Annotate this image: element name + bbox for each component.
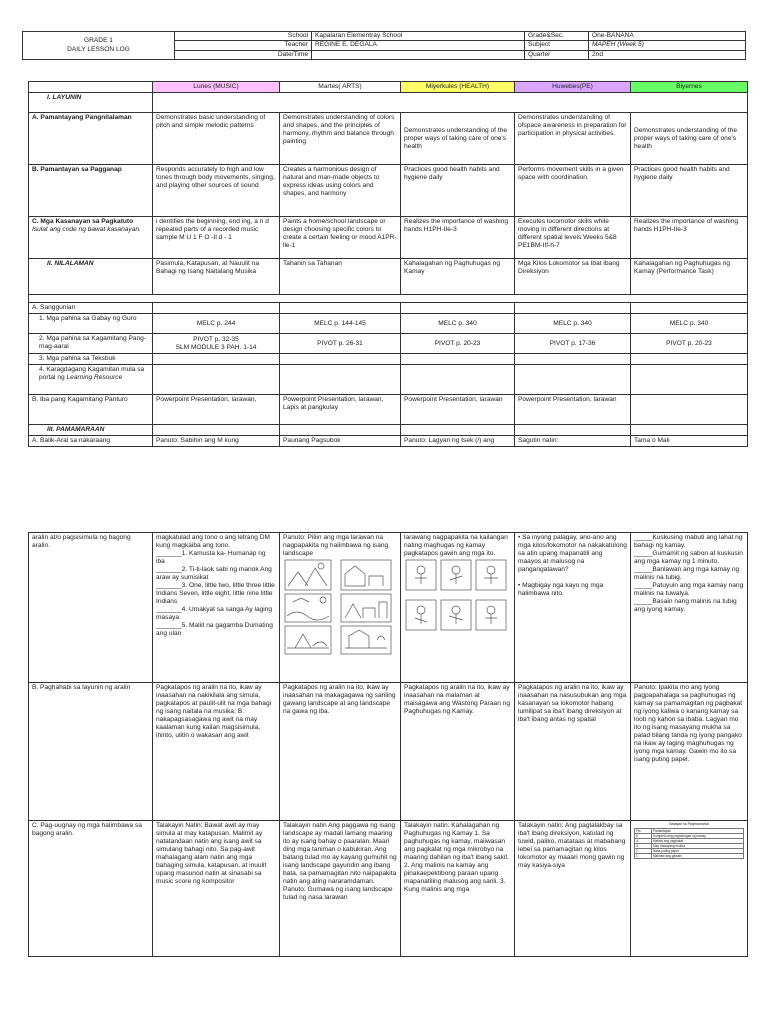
row-label-pamantayang-pangnilalaman: A. Pamantayang Pangnilalaman [29, 113, 153, 165]
c-cell-tue: Paints a home/school landscape or design choosing specific colors to create a certain feeling or mood A1PR-lle-1 [280, 217, 401, 259]
day-header-row [29, 82, 748, 93]
ba-cell-wed: Panuto: Lagyan ng tsek (/) ang [401, 436, 515, 447]
r2-mon-slm: SLM MODULE 3 PAH. 1-14 [175, 343, 257, 351]
p2b-cell-tue: Pagkatapos ng aralin na ito, ikaw ay inaasahan na makagagawa ng sariling gawang landscape at ang landscape na gawa ng iba. [280, 683, 401, 821]
activity-picture-1 [406, 560, 436, 590]
b-cell-fri: Practices good health habits and hygiene daily [631, 165, 748, 217]
school-label: School [175, 32, 312, 41]
gradesec-label: Grade&Sec. [525, 32, 589, 41]
row-label-iba-pang-kagamitan: B. Iba pang Kagamitang Panturo [29, 395, 153, 425]
c-cell-thu: Executes locomotor skills while moving in different directions at different spatial levels Weeks 5&8 PE1BM-IIf-h-7 [515, 217, 631, 259]
c-cell-wed: Realizes the importance of washing hands H1PH-IIe-3 [401, 217, 515, 259]
kasanayan-label: C. Mga Kasanayan sa Pagkatuto [32, 218, 134, 225]
p2b-cell-wed: Pagkatapos ng aralin na ito, ikaw ay inaasahan na malaman at maisagawa ang Wastong Paraan ng Paghuhugas ng Kamay. [401, 683, 515, 821]
fri-item-3: _____Banlawan ang mga kamay ng malinis na tubig. [634, 566, 740, 581]
row-label-pamantayan-sa-pagganap: B. Pamantayan sa Pagganap [29, 165, 153, 217]
p2b-cell-fri: Panuto: Ipakita mo ang iyong pagpapahalaga sa paghuhugas ng kamay sa pamamagitan ng pagbakat ng iyong kaliwa o kanang kamay sa loob ng kahon sa ibaba. Lagyan mo ito ng isang masayang mukha sa palad bilang tanda ng iyong pangako na ikaw ay laging maghuhugas ng iyong mga kamay. Gawin mo ito sa isang puting papel. [631, 683, 748, 821]
p2c-cell-tue: Talakayin natin Ang paggawa ng isang landscape ay madali lamang maaring ito ay isang bahay o paaralan. Maari ding mga taniman o kabukiran. Ang batang tulad mo ay kayang gumuhit ng isang landscape gayundin ang ibang bata, sa pamamagitan nito naipapakita natin ang ating nararamdaman. Panuto: Gumawa ng isang landscape tulad ng nasa larawan [280, 821, 401, 957]
row-label-balik-aral: A. Balik-Aral sa nakaraang [29, 436, 153, 447]
p2a-cell-mon [153, 533, 280, 683]
tue-instruction: Panuto: Piliin ang mga larawan na nagpapakita ng halimbawa ng isang landscape [283, 534, 389, 557]
teacher-label: Teacher [175, 41, 312, 50]
row-label-karagdagang-kagamitan [29, 365, 153, 395]
rubric-row-3: May masayang mukha [652, 844, 744, 849]
row-label-teksbuk: 3. Mga pahina sa Teksbuk [29, 354, 153, 365]
ib-cell-fri [631, 395, 748, 425]
activity-picture-4 [406, 600, 436, 630]
p2a-cell-tue [280, 533, 401, 683]
rubric-table [634, 828, 744, 859]
section-pamamaraan: III. PAMAMARAAN [29, 425, 153, 436]
kasanayan-sub: Isulat ang code ng bawat kasanayan. [32, 226, 141, 233]
day-wednesday: Miyerkules (HEALTH) [401, 82, 515, 93]
row-label-pag-uugnay: C. Pag-uugnay ng mga halimbawa sa bagong aralin. [29, 821, 153, 957]
mon-item-3: _______3. One, little two, little three little Indians Seven, little eight, little nine little Indians [156, 582, 275, 605]
p2c-cell-wed: Talakayin natin: Kahalagahan ng Paghuhugas ng Kamay 1. Sa paghuhugas ng kamay, maiiwasan ang pagkalat ng mga mikrobyo na maaring dahilan ng iba't ibang sakit. 2. Ang malinis na kamay ang pinakaepektibong paraan upang mapanatiling malusog ang sarili. 3. Kung malinis ang mga [401, 821, 515, 957]
lesson-table-page1 [28, 81, 748, 447]
mon-item-1: _______1. Kamusta ka- Humanap ng iba [156, 550, 266, 565]
lesson-table-page2 [28, 532, 748, 957]
ba-cell-fri: Tama o Mali [631, 436, 748, 447]
mon-item-5: _______5. Maliit na gagamba Dumating ang ulan [156, 622, 273, 637]
r2-mon-pivot: PIVOT p. 32-35 [193, 335, 239, 343]
r1-cell-wed: MELC p. 340 [401, 314, 515, 334]
activity-picture-6 [476, 600, 506, 630]
rubric-score-4: 2 [635, 849, 652, 854]
rubric-score-header: Pts [635, 829, 652, 834]
activity-picture-3 [476, 560, 506, 590]
rubric-score-2: 4 [635, 839, 652, 844]
fri-item-5: _____Basain nang malinis na tubig ang iyong kamay. [634, 598, 737, 613]
mon-item-4: _______4. Umakyat sa sanga Ay laging masaya [156, 606, 273, 621]
section-nilalaman: II. NILALAMAN [29, 259, 153, 295]
rubric-row-4: Nasa puting papel [652, 849, 744, 854]
ba-cell-tue: Paunang Pagsubok [280, 436, 401, 447]
n-cell-tue: Tahanin sa Tahanan [280, 259, 401, 295]
c-cell-fri: Realizes the importance of washing hands H1PH-IIe-3 [631, 217, 748, 259]
header-table [22, 31, 746, 60]
n-cell-wed: Kahalagahan ng Paghuhugas ng Kamay [401, 259, 515, 295]
fri-item-4: _____Patuyuin ang mga kamay nang malinis na tuwalya. [634, 582, 744, 597]
ib-cell-tue: Powerpoint Presentation, larawan, Lapis at pangkulay [280, 395, 401, 425]
section-layunin: I. LAYUNIN [29, 93, 153, 113]
wed-instruction: larawang nagpapakita na kailangan nating maghugas ng kamay pagkatapos gawin ang mga ito. [404, 534, 508, 557]
mon-instruction: magkatulad ang tono o ang letrang DM kung magkaiba ang tono. [156, 534, 270, 549]
r2-cell-fri: PIVOT p. 20-23 [631, 334, 748, 354]
landscape-picture-6 [341, 626, 391, 654]
r2-cell-tue: PIVOT p. 26-31 [280, 334, 401, 354]
ib-cell-wed: Powerpoint Presentation, larawan [401, 395, 515, 425]
rubric-row-1: Kumpleto ang paghuhugas ng kamay [652, 834, 744, 839]
fri-item-2: _____Gumamit ng sabon at kuskusin ang mga kamay ng 1 minuto. [634, 550, 743, 565]
fri-item-1: _____Kuskusing mabuti ang lahat ng bahagi ng kamay. [634, 534, 743, 549]
ba-cell-mon: Panuto: Sabihin ang M kung [153, 436, 280, 447]
n-cell-mon: Pasimula, Katapusan, at Nauulit na Bahagi ng Isang Naitalang Musika [153, 259, 280, 295]
r2-cell-wed: PIVOT p. 20-23 [401, 334, 515, 354]
p2c-cell-mon: Talakayin Natin: Bawat awit ay may simula at may katapusan. Malimit ay natatandaan natin ang isang awit sa simulang bahagi nito. Sa pag-awit mahalagang alam natin ang mga bahaging simula, katapusan, at inuulit upang masunod natin at sinasabi sa music score ng kompositor [153, 821, 280, 957]
ba-cell-thu: Sagutin natin: [515, 436, 631, 447]
subject-value: MAPEH (Week 5) [589, 41, 746, 50]
landscape-picture-2 [341, 560, 391, 590]
landscape-picture-4 [341, 594, 391, 622]
ib-cell-mon: Powerpoint Presentation, larawan, [153, 395, 280, 425]
corner-cell [29, 82, 153, 93]
p2a-cell-fri [631, 533, 748, 683]
n-cell-thu: Mga Kilos Lokomotor sa Ibat ibang Direksiyon [515, 259, 631, 295]
quarter-label: Quarter [525, 50, 589, 59]
p2b-cell-thu: Pagkatapos ng aralin na ito, ikaw ay inaasahan na nasusubukan ang mga kasanayan sa lokomotor habang lumilipat sa iba't ibang direksiyon at iba't ibang antas ng spatial [515, 683, 631, 821]
rubric-title: Batayan sa Pagmamarka [669, 822, 709, 826]
b-cell-mon: Responds accurately to high and low tones through body movements, singing, and playing other sources of sound [153, 165, 280, 217]
p2a-cell-wed [401, 533, 515, 683]
ib-cell-thu: Powerpoint Presentation, larawan [515, 395, 631, 425]
row-label-kagamitang-pang-mag-aaral: 2. Mga pahina sa Kagamitang Pang-mag-aaral [29, 334, 153, 354]
rubric-row-5: Malinaw ang gawain [652, 854, 744, 859]
landscape-picture-3 [285, 594, 331, 622]
landscape-picture-1 [285, 560, 331, 590]
thu-question-1: • Sa inyong palagay, ano-ano ang mga kilos/lokomotor na nakakatulong sa atin upang mapanatili ang maayos at malusog na pangangatawan? [518, 534, 627, 573]
a-cell-thu: Demonstrates understanding of ofspace awareness in preparation for participation in physical activities. [515, 113, 631, 165]
r1-cell-fri: MELC p. 340 [631, 314, 748, 334]
datetime-label: Date/Time [175, 50, 312, 59]
b-cell-tue: Creates a harmonious design of natural and man-made objects to express ideas using colors and shapes, and harmony [280, 165, 401, 217]
learning-resource-label: Learning Resource [66, 374, 123, 381]
quarter-value: 2nd [589, 50, 746, 59]
mon-item-2: _______2. Ti-ti-laok sabi ng manok Ang araw ay sumisikat [156, 566, 272, 581]
r1-cell-mon: MELC p. 244 [153, 314, 280, 334]
p2a-cell-thu [515, 533, 631, 683]
row-label-paghahabi: B. Paghahabi sa layunin ng aralin [29, 683, 153, 821]
grade-label: GRADE 1 [84, 37, 113, 45]
row-label-aralin-pagsisimula: aralin at/o pagsisimula ng bagong aralin. [29, 533, 153, 683]
n-cell-fri: Kahalagahan ng Paghuhugas ng Kamay (Performance Task) [631, 259, 748, 295]
rubric-row-0: Pamantayan [652, 829, 744, 834]
teacher-value: REGINE E. DEGALA [312, 41, 525, 50]
day-thursday: Huwebes(PE) [515, 82, 631, 93]
c-cell-mon: i dentifies the beginning, end ing, a n d repeated parts of a recorded music sample M U 1 F O -Il d - 1 [153, 217, 280, 259]
landscape-pictures [283, 558, 395, 658]
a-cell-wed: Demonstrates understanding of the proper ways of taking care of one's health [401, 113, 515, 165]
landscape-picture-5 [285, 626, 331, 654]
a-cell-tue: Demonstrates understanding of colors and shapes, and the principles of harmony, rhythm and balance through painting [280, 113, 401, 165]
r2-cell-thu: PIVOT p. 17-36 [515, 334, 631, 354]
a-cell-fri: Demonstrates understanding of the proper ways of taking care of one's health [631, 113, 748, 165]
row-label-kasanayan [29, 217, 153, 259]
subject-label: Subject [525, 41, 589, 50]
row-label-sanggunian: A. Sanggunian [29, 303, 153, 314]
handwash-pictures [404, 558, 510, 638]
day-friday: Biyernes [631, 82, 748, 93]
r1-cell-thu: MELC p. 340 [515, 314, 631, 334]
r1-cell-tue: MELC p. 144-145 [280, 314, 401, 334]
datetime-value [312, 50, 525, 59]
rubric-score-1: 5 [635, 834, 652, 839]
day-tuesday: Martes( ARTS) [280, 82, 401, 93]
rubric-score-5: 1 [635, 854, 652, 859]
school-value: Kapalaran Elementray School [312, 32, 525, 41]
grade-cell [23, 32, 175, 60]
b-cell-thu: Performs movement skills in a given space with coordination. [515, 165, 631, 217]
activity-picture-2 [441, 560, 471, 590]
activity-picture-5 [441, 600, 471, 630]
row-label-gabay-guro: 1. Mga pahina sa Gabay ng Guro [29, 314, 153, 334]
gradesec-value: One-BANANA [589, 32, 746, 41]
rubric-score-3: 3 [635, 844, 652, 849]
thu-question-2: • Magbigay nga kayo ng mga halimbawa nito. [518, 582, 604, 597]
b-cell-wed: Practices good health habits and hygiene daily [401, 165, 515, 217]
day-monday: Lunes (MUSIC) [153, 82, 280, 93]
p2c-cell-thu: Talakayin natin: Ang paglalakbay sa iba't ibang direksiyon, katulad ng tuwid, paliko, matataas at mababang lebel sa pamamagitan ng kilos lokomotor ay maaari mong gawin ng may kasiya-siya [515, 821, 631, 957]
r2-cell-mon [153, 334, 280, 354]
a-cell-mon: Demonstrates basic understanding of pitch and simple melodic patterns [153, 113, 280, 165]
p2c-cell-fri [631, 821, 748, 957]
p2b-cell-mon: Pagkatapos ng aralin na ito, ikaw ay inaasahan na nakikilala ang simula, pagkatapos at paulit-ulit na mga bahagi ng isang naitala na musika; B. nakapagsasagawa ng awit na may kaalaman kung kailan magsisimula, ihinto, ulitin o wakasan ang awit [153, 683, 280, 821]
rubric-row-2: Malinis ang pagbakat [652, 839, 744, 844]
log-title: DAILY LESSON LOG [67, 45, 130, 53]
karagdagang-label: 4. Karagdagang Kagamitan mula sa portal ng [39, 366, 145, 381]
